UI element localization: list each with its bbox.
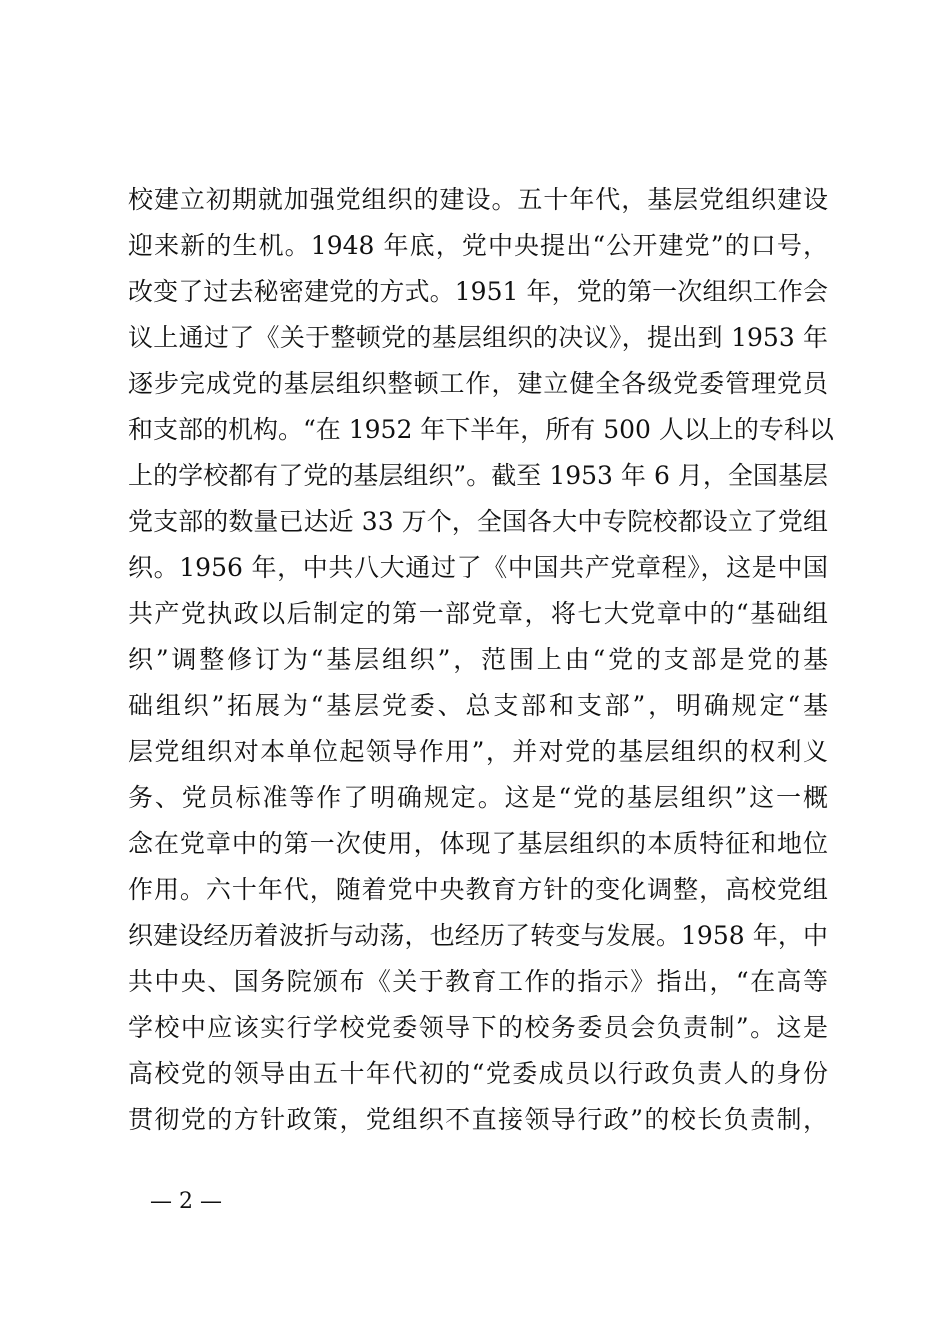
text-line: 议上通过了《关于整顿党的基层组织的决议》，提出到 1953 年 <box>128 323 828 352</box>
text-line: 党支部的数量已达近 33 万个，全国各大中专院校都设立了党组 <box>128 507 828 536</box>
text-line: 层党组织对本单位起领导作用”，并对党的基层组织的权利义 <box>128 737 828 766</box>
text-line: 高校党的领导由五十年代初的“党委成员以行政负责人的身份 <box>128 1059 828 1088</box>
text-line: 织。1956 年，中共八大通过了《中国共产党章程》，这是中国 <box>128 553 828 582</box>
body-text <box>128 177 834 1143</box>
text-line: 念在党章中的第一次使用，体现了基层组织的本质特征和地位 <box>128 829 828 858</box>
text-line: 上的学校都有了党的基层组织”。截至 1953 年 6 月，全国基层 <box>128 461 828 490</box>
text-line: 和支部的机构。“在 1952 年下半年，所有 500 人以上的专科以 <box>128 415 834 444</box>
text-line: 逐步完成党的基层组织整顿工作，建立健全各级党委管理党员 <box>128 369 828 398</box>
text-line: 校建立初期就加强党组织的建设。五十年代，基层党组织建设 <box>128 185 828 214</box>
text-line: 学校中应该实行学校党委领导下的校务委员会负责制”。这是 <box>128 1013 828 1042</box>
text-line: 础组织”拓展为“基层党委、总支部和支部”，明确规定“基 <box>128 691 828 720</box>
text-line: 共中央、国务院颁布《关于教育工作的指示》指出，“在高等 <box>128 967 828 996</box>
text-line: 织建设经历着波折与动荡，也经历了转变与发展。1958 年，中 <box>128 921 828 950</box>
text-line: 改变了过去秘密建党的方式。1951 年，党的第一次组织工作会 <box>128 277 828 306</box>
text-line: 织”调整修订为“基层组织”，范围上由“党的支部是党的基 <box>128 645 828 674</box>
text-line: 迎来新的生机。1948 年底，党中央提出“公开建党”的口号， <box>128 231 828 260</box>
page-number: — 2 — <box>150 1189 222 1214</box>
text-line: 作用。六十年代，随着党中央教育方针的变化调整，高校党组 <box>128 875 828 904</box>
text-line: 共产党执政以后制定的第一部党章，将七大党章中的“基础组 <box>128 599 828 628</box>
text-line: 贯彻党的方针政策，党组织不直接领导行政”的校长负责制， <box>128 1105 828 1134</box>
text-line: 务、党员标准等作了明确规定。这是“党的基层组织”这一概 <box>128 783 828 812</box>
